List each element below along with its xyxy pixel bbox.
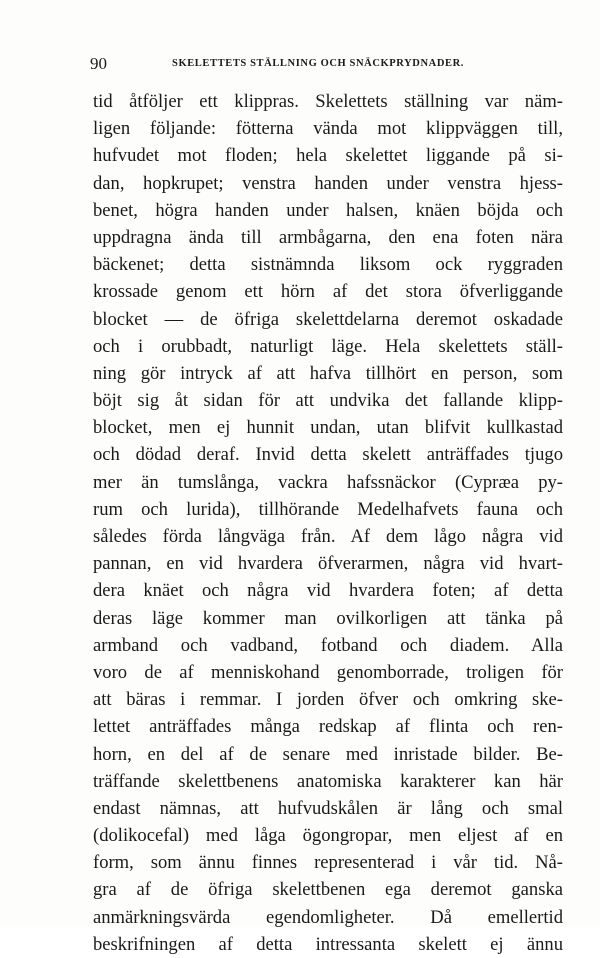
text-line: endast nämnas, att hufvudskålen är lång och smal: [93, 797, 563, 819]
text-line: beskrifningen af detta intressanta skelett ej ännu: [93, 933, 563, 955]
running-title: SKELETTETS STÄLLNING OCH SNÄCKPRYDNADER.: [172, 58, 465, 69]
text-line: krossade genom ett hörn af det stora öfverliggande: [93, 281, 563, 303]
text-line: rum och lurida), tillhörande Medelhafvets fauna och: [93, 498, 563, 520]
body-text: [93, 88, 563, 958]
text-line: (dolikocefal) med låga ögongropar, men eljest af en: [93, 825, 563, 847]
text-line: armband och vadband, fotband och diadem. Alla: [93, 634, 563, 656]
running-head: [88, 54, 558, 76]
text-line: dera knäet och några vid hvardera foten; af detta: [93, 580, 563, 602]
text-line: och dödad deraf. Invid detta skelett anträffades tjugo: [93, 444, 563, 466]
page-number: 90: [90, 54, 107, 73]
text-line: bäckenet; detta sistnämnda liksom ock ryggraden: [93, 254, 563, 276]
text-line: ning gör intryck af att hafva tillhört en person, som: [93, 362, 563, 384]
text-line: således förda långväga från. Af dem lågo några vid: [93, 526, 563, 547]
text-line: benet, högra handen under halsen, knäen böjda och: [93, 199, 563, 221]
text-line: mer än tumslånga, vackra hafssnäckor (Cypræa py-: [93, 471, 563, 493]
text-line: och i orubbadt, naturligt läge. Hela skelettets ställ-: [93, 335, 563, 357]
text-line: tid åtföljer ett klippras. Skelettets ställning var näm-: [93, 91, 563, 112]
text-line: horn, en del af de senare med inristade bilder. Be-: [93, 743, 563, 765]
text-line: form, som ännu finnes representerad i vår tid. Nå-: [93, 852, 563, 874]
text-line: dan, hopkrupet; venstra handen under venstra hjess-: [93, 172, 563, 194]
text-line: blocket — de öfriga skelettdelarna deremot oskadade: [93, 308, 563, 330]
text-line: böjt sig åt sidan för att undvika det fallande klipp-: [93, 390, 563, 412]
text-line: uppdragna ända till armbågarna, den ena foten nära: [93, 226, 563, 248]
text-line: hufvudet mot floden; hela skelettet liggande på si-: [93, 145, 563, 167]
text-line: att bäras i remmar. I jorden öfver och omkring ske-: [93, 689, 563, 711]
text-line: deras läge kommer man ovilkorligen att tänka på: [93, 607, 563, 629]
text-line: träffande skelettbenens anatomiska karakterer kan här: [93, 770, 563, 792]
text-line: ligen följande: fötterna vända mot klippväggen till,: [93, 118, 563, 140]
text-line: pannan, en vid hvardera öfverarmen, några vid hvart-: [93, 553, 563, 575]
text-line: gra af de öfriga skelettbenen ega deremot ganska: [93, 879, 563, 901]
text-line: lettet anträffades många redskap af flinta och ren-: [93, 716, 563, 738]
text-line: voro de af menniskohand genomborrade, troligen för: [93, 661, 563, 683]
text-line: anmärkningsvärda egendomligheter. Då emellertid: [93, 906, 563, 928]
text-line: blocket, men ej hunnit undan, utan blifvit kullkastad: [93, 417, 563, 439]
